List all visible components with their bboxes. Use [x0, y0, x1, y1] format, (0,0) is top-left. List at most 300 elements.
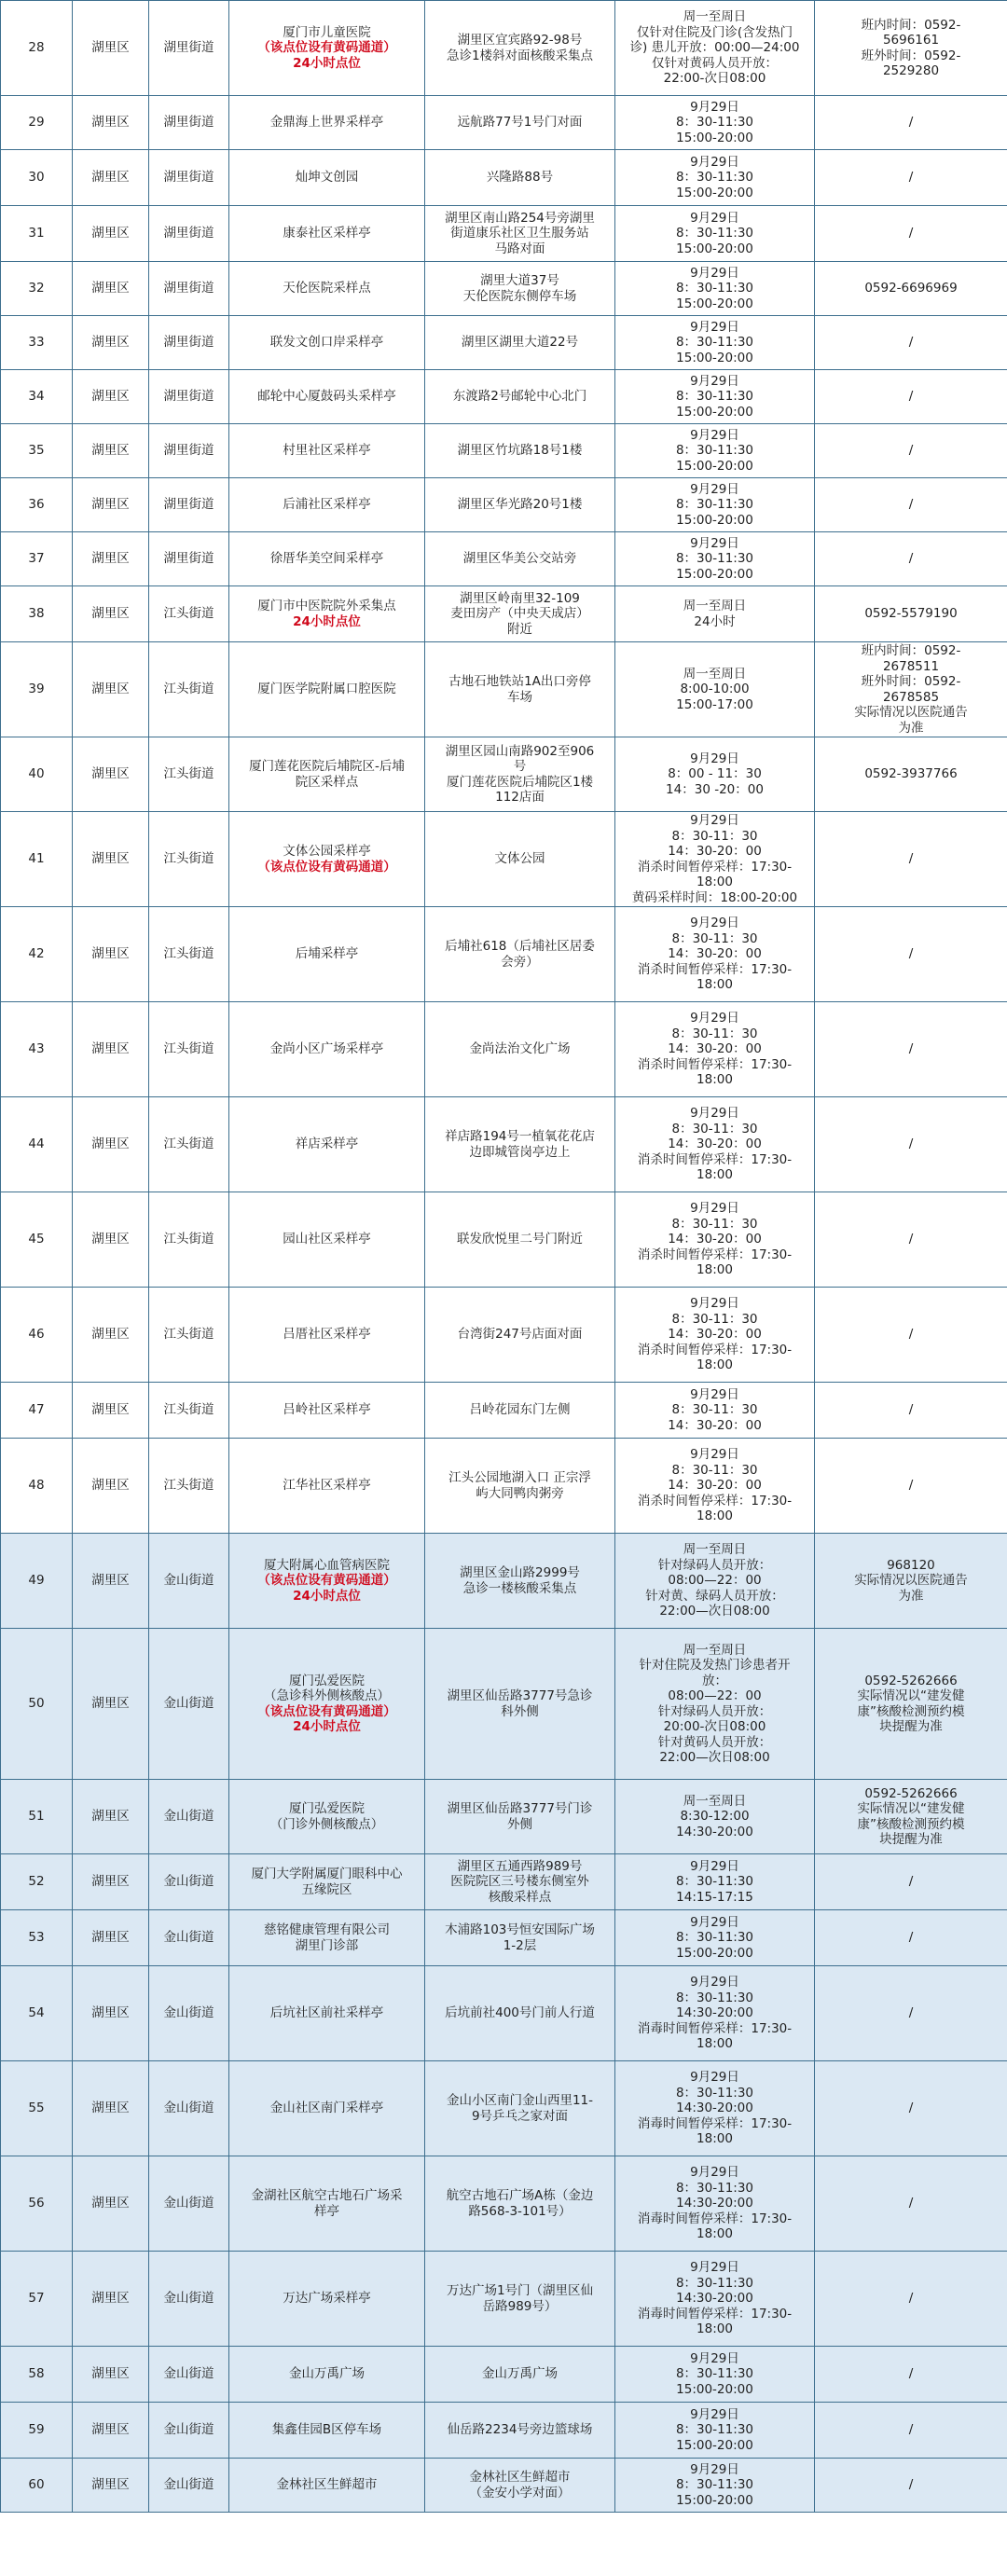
- site-name-line: 厦门市中医院院外采集点: [257, 599, 396, 613]
- street-cell: 湖里街道: [149, 150, 229, 206]
- row-number: 60: [1, 2459, 73, 2513]
- contact-cell: [815, 96, 1007, 150]
- contact-line: 班外时间：0592-: [861, 674, 961, 689]
- district-cell: 湖里区: [73, 2459, 149, 2513]
- table-row: [1, 532, 1007, 586]
- hours-cell: [615, 642, 815, 737]
- table-row: [1, 1, 1007, 96]
- site-name-line: 院区采样点: [295, 774, 359, 790]
- site-name-line: 联发文创口岸采样亭: [269, 335, 384, 351]
- table-row: [1, 424, 1007, 478]
- address-line: 厦门莲花医院后埔院区1楼: [446, 774, 594, 790]
- hours-line: 仅针对住院及门诊(含发热门: [636, 24, 793, 40]
- row-number: 44: [1, 1097, 73, 1192]
- contact-line: 2529280: [882, 63, 940, 78]
- hours-line: 9月29日: [690, 2350, 739, 2366]
- site-name-cell: [229, 642, 425, 737]
- row-number: 53: [1, 1910, 73, 1966]
- address-cell: [425, 262, 615, 316]
- contact-line: 0592-6696969: [864, 281, 958, 296]
- table-row: [1, 1854, 1007, 1910]
- district-cell: 湖里区: [73, 1854, 149, 1910]
- district-cell: 湖里区: [73, 2156, 149, 2252]
- street-cell: 金山街道: [149, 1629, 229, 1780]
- contact-line: /: [908, 2196, 914, 2211]
- district-cell: 湖里区: [73, 1439, 149, 1534]
- row-number: 35: [1, 424, 73, 478]
- hours-line: 18:00: [697, 2036, 733, 2052]
- hours-line: 15:00-20:00: [676, 241, 753, 256]
- contact-line: 2678511: [882, 658, 940, 674]
- row-number: 57: [1, 2252, 73, 2347]
- hours-line: 8：30-11:30: [675, 1874, 754, 1890]
- site-name-cell: [229, 1966, 425, 2061]
- address-cell: [425, 642, 615, 737]
- hours-line: 8：30-11:30: [675, 443, 754, 459]
- address-cell: [425, 1002, 615, 1097]
- row-number: 45: [1, 1192, 73, 1288]
- address-line: 9号乒乓之家对面: [471, 2108, 569, 2124]
- table-body: [1, 1, 1007, 2513]
- hours-line: 14：30-20：00: [668, 1232, 762, 1247]
- table-row: [1, 1097, 1007, 1192]
- address-line: 金山小区南门金山西里11-: [446, 2093, 594, 2108]
- hours-cell: [615, 1097, 815, 1192]
- table-row: [1, 316, 1007, 370]
- row-number: 56: [1, 2156, 73, 2252]
- site-name-line: 湖里门诊部: [295, 1937, 359, 1953]
- address-line: 湖里大道37号: [480, 273, 559, 288]
- hours-line: 9月29日: [690, 2406, 739, 2422]
- contact-line: 康”核酸检测预约模: [857, 1703, 965, 1719]
- site-name-cell: [229, 1629, 425, 1780]
- table-row: [1, 1966, 1007, 2061]
- address-cell: [425, 1910, 615, 1966]
- hours-line: 黄码采样时间：18:00-20:00: [631, 889, 798, 905]
- hours-line: 15:00-20:00: [676, 404, 753, 420]
- address-cell: [425, 1854, 615, 1910]
- contact-line: /: [908, 2101, 914, 2116]
- hours-line: 14：30 -20：00: [666, 781, 764, 797]
- street-cell: 金山街道: [149, 2403, 229, 2459]
- street-cell: 金山街道: [149, 1910, 229, 1966]
- district-cell: 湖里区: [73, 1966, 149, 2061]
- contact-line: /: [908, 2366, 914, 2382]
- contact-cell: [815, 1097, 1007, 1192]
- site-name-cell: [229, 2459, 425, 2513]
- hours-line: 8：30-11:30: [675, 551, 754, 567]
- hours-line: 8：30-11:30: [675, 281, 754, 296]
- site-name-cell: [229, 262, 425, 316]
- row-number: 31: [1, 206, 73, 262]
- contact-cell: [815, 2252, 1007, 2347]
- contact-line: /: [908, 2422, 914, 2438]
- address-cell: [425, 812, 615, 907]
- address-line: 后坑前社400号门前人行道: [445, 2005, 595, 2021]
- site-name-cell: [229, 2347, 425, 2403]
- address-line: 湖里区园山南路902至906: [445, 743, 595, 759]
- address-cell: [425, 737, 615, 812]
- hours-line: 8：30-11：30: [671, 828, 758, 844]
- street-cell: 江头街道: [149, 907, 229, 1002]
- contact-cell: [815, 2061, 1007, 2156]
- hours-line: 9月29日: [690, 1296, 739, 1312]
- hours-line: 8：30-11:30: [675, 2477, 754, 2493]
- site-name-line: 厦门弘爱医院: [289, 1801, 365, 1816]
- address-line: 湖里区南山路254号旁湖里: [445, 210, 595, 226]
- hours-cell: [615, 812, 815, 907]
- address-line: 后埔社618（后埔社区居委: [445, 939, 595, 954]
- address-line: 古地石地铁站1A出口旁停: [448, 674, 591, 689]
- address-line: 文体公园: [494, 851, 545, 867]
- hours-line: 9月29日: [690, 2165, 739, 2181]
- contact-line: /: [908, 226, 914, 241]
- hours-line: 15:00-20:00: [676, 512, 753, 528]
- address-cell: [425, 1288, 615, 1383]
- hours-line: 针对绿码人员开放：: [657, 1703, 772, 1719]
- district-cell: 湖里区: [73, 1629, 149, 1780]
- street-cell: 江头街道: [149, 1288, 229, 1383]
- site-name-line: 集鑫佳园B区停车场: [271, 2422, 382, 2438]
- street-cell: 江头街道: [149, 1192, 229, 1288]
- street-cell: 金山街道: [149, 1534, 229, 1629]
- hours-line: 24小时: [694, 613, 736, 629]
- contact-line: 0592-3937766: [864, 766, 958, 782]
- street-cell: 江头街道: [149, 642, 229, 737]
- address-line: 仙岳路2234号旁边篮球场: [447, 2422, 593, 2438]
- contact-cell: [815, 2459, 1007, 2513]
- site-name-cell: [229, 532, 425, 586]
- hours-cell: [615, 96, 815, 150]
- street-cell: 江头街道: [149, 586, 229, 642]
- hours-line: 针对黄码人员开放：: [657, 1734, 772, 1750]
- contact-cell: [815, 316, 1007, 370]
- contact-cell: [815, 1383, 1007, 1439]
- hours-cell: [615, 1910, 815, 1966]
- contact-line: 为准: [898, 1588, 924, 1604]
- hours-line: 9月29日: [690, 916, 739, 931]
- address-line: 岳路989号）: [482, 2298, 558, 2314]
- hours-line: 周一至周日: [683, 9, 747, 25]
- site-name-line: 园山社区采样亭: [283, 1232, 371, 1247]
- table-row: [1, 2156, 1007, 2252]
- hours-line: 20:00-次日08:00: [663, 1719, 766, 1734]
- hours-line: 周一至周日: [683, 1793, 747, 1809]
- hours-line: 14：30-20：00: [668, 844, 762, 859]
- district-cell: 湖里区: [73, 2061, 149, 2156]
- street-cell: 江头街道: [149, 1097, 229, 1192]
- contact-line: 块提醒为准: [879, 1832, 943, 1847]
- row-number: 48: [1, 1439, 73, 1534]
- contact-cell: [815, 1192, 1007, 1288]
- hours-line: 8：30-11:30: [675, 2180, 754, 2196]
- hours-line: 9月29日: [690, 1858, 739, 1874]
- address-line: 远航路77号1号门对面: [457, 115, 583, 131]
- contact-cell: [815, 1002, 1007, 1097]
- address-cell: [425, 2403, 615, 2459]
- table-row: [1, 1383, 1007, 1439]
- street-cell: 江头街道: [149, 1002, 229, 1097]
- hours-line: 周一至周日: [683, 1642, 747, 1658]
- address-line: （金安小学对面）: [469, 2485, 571, 2500]
- site-name-line: 吕厝社区采样亭: [283, 1327, 371, 1343]
- street-cell: 湖里街道: [149, 424, 229, 478]
- address-line: 街道康乐社区卫生服务站: [450, 226, 589, 241]
- contact-cell: [815, 907, 1007, 1002]
- row-number: 52: [1, 1854, 73, 1910]
- street-cell: 湖里街道: [149, 532, 229, 586]
- site-name-line: 慈铭健康管理有限公司: [264, 1922, 390, 1937]
- table-row: [1, 642, 1007, 737]
- row-number: 39: [1, 642, 73, 737]
- contact-cell: [815, 1629, 1007, 1780]
- street-cell: 湖里街道: [149, 96, 229, 150]
- address-line: 湖里区金山路2999号: [460, 1565, 580, 1580]
- hours-line: 8：00 - 11：30: [668, 766, 762, 782]
- contact-line: 为准: [898, 720, 924, 736]
- highlight-note: （该点位设有黄码通道）: [257, 1573, 396, 1589]
- address-line: 屿大同鸭肉粥旁: [476, 1485, 564, 1501]
- hours-line: 8：30-11：30: [671, 1216, 758, 1232]
- contact-line: 实际情况以“建发健: [857, 1801, 965, 1816]
- table-row: [1, 1288, 1007, 1383]
- site-name-line: 灿坤文创园: [295, 170, 359, 186]
- highlight-note: （该点位设有黄码通道）: [257, 1703, 396, 1719]
- contact-cell: [815, 812, 1007, 907]
- site-name-line: 金湖社区航空古地石广场采: [251, 2188, 403, 2203]
- address-cell: [425, 1629, 615, 1780]
- contact-cell: [815, 370, 1007, 424]
- district-cell: 湖里区: [73, 2347, 149, 2403]
- contact-line: /: [908, 1041, 914, 1057]
- highlight-note: 24小时点位: [293, 613, 361, 629]
- hours-line: 9月29日: [690, 813, 739, 828]
- hours-line: 18:00: [697, 977, 733, 993]
- contact-line: 班内时间：0592-: [861, 17, 961, 33]
- row-number: 30: [1, 150, 73, 206]
- address-line: 湖里区湖里大道22号: [461, 335, 579, 351]
- address-line: 边即城管岗亭边上: [469, 1144, 571, 1160]
- address-line: 湖里区仙岳路3777号门诊: [447, 1801, 593, 1816]
- district-cell: 湖里区: [73, 1288, 149, 1383]
- hours-line: 8：30-11:30: [675, 170, 754, 186]
- address-line: 会旁）: [501, 954, 539, 970]
- street-cell: 金山街道: [149, 2156, 229, 2252]
- district-cell: 湖里区: [73, 150, 149, 206]
- address-cell: [425, 2252, 615, 2347]
- hours-line: 18:00: [697, 875, 733, 889]
- address-cell: [425, 1097, 615, 1192]
- district-cell: 湖里区: [73, 907, 149, 1002]
- highlight-note: 24小时点位: [293, 1719, 361, 1734]
- table-row: [1, 2347, 1007, 2403]
- table-row: [1, 1629, 1007, 1780]
- hours-line: 消杀时间暂停采样：17:30-: [637, 1342, 793, 1357]
- site-name-cell: [229, 1097, 425, 1192]
- address-line: 外侧: [507, 1816, 532, 1832]
- site-name-line: 江华社区采样亭: [283, 1478, 371, 1494]
- hours-line: 22:00-次日08:00: [663, 71, 766, 87]
- hours-line: 15:00-20:00: [676, 296, 753, 311]
- contact-cell: [815, 150, 1007, 206]
- address-line: 兴隆路88号: [486, 170, 554, 186]
- hours-line: 08:00—22：00: [668, 1573, 762, 1589]
- district-cell: 湖里区: [73, 1910, 149, 1966]
- contact-line: 班内时间：0592-: [861, 643, 961, 658]
- contact-cell: [815, 262, 1007, 316]
- contact-cell: [815, 2347, 1007, 2403]
- hours-cell: [615, 424, 815, 478]
- site-name-line: 后埔采样亭: [295, 946, 359, 962]
- hours-line: 8：30-11:30: [675, 2085, 754, 2101]
- site-name-cell: [229, 96, 425, 150]
- contact-line: /: [908, 1930, 914, 1946]
- hours-line: 15:00-17:00: [676, 696, 753, 712]
- address-line: 路568-3-101号）: [468, 2203, 572, 2219]
- address-cell: [425, 586, 615, 642]
- hours-cell: [615, 2347, 815, 2403]
- street-cell: 湖里街道: [149, 206, 229, 262]
- hours-cell: [615, 150, 815, 206]
- hours-line: 8：30-11:30: [675, 497, 754, 513]
- address-cell: [425, 96, 615, 150]
- table-row: [1, 96, 1007, 150]
- hours-line: 15:00-20:00: [676, 2492, 753, 2508]
- site-name-cell: [229, 370, 425, 424]
- row-number: 51: [1, 1780, 73, 1854]
- address-cell: [425, 2061, 615, 2156]
- hours-line: 消毒时间暂停采样：17:30-: [637, 2211, 793, 2226]
- district-cell: 湖里区: [73, 1097, 149, 1192]
- address-line: 万达广场1号门（湖里区仙: [446, 2283, 594, 2298]
- hours-cell: [615, 2459, 815, 2513]
- hours-line: 放：: [702, 1673, 727, 1688]
- hours-line: 9月29日: [690, 373, 739, 389]
- site-name-cell: [229, 1534, 425, 1629]
- street-cell: 金山街道: [149, 2252, 229, 2347]
- site-name-cell: [229, 1288, 425, 1383]
- hours-cell: [615, 1534, 815, 1629]
- hours-line: 消杀时间暂停采样：17:30-: [637, 1247, 793, 1262]
- table-row: [1, 1192, 1007, 1288]
- street-cell: 金山街道: [149, 2347, 229, 2403]
- hours-line: 周一至周日: [683, 666, 747, 682]
- district-cell: 湖里区: [73, 206, 149, 262]
- table-row: [1, 1910, 1007, 1966]
- hours-cell: [615, 532, 815, 586]
- site-name-line: 后坑社区前社采样亭: [269, 2005, 384, 2021]
- address-line: 祥店路194号一植氧花花店: [445, 1129, 595, 1144]
- hours-cell: [615, 1002, 815, 1097]
- hours-line: 8：30-11:30: [675, 335, 754, 351]
- site-name-cell: [229, 1910, 425, 1966]
- street-cell: 江头街道: [149, 1439, 229, 1534]
- row-number: 59: [1, 2403, 73, 2459]
- contact-line: /: [908, 1136, 914, 1152]
- row-number: 43: [1, 1002, 73, 1097]
- district-cell: 湖里区: [73, 1, 149, 96]
- row-number: 28: [1, 1, 73, 96]
- site-name-cell: [229, 2403, 425, 2459]
- hours-line: 18:00: [697, 1167, 733, 1183]
- address-cell: [425, 1, 615, 96]
- district-cell: 湖里区: [73, 1780, 149, 1854]
- site-name-cell: [229, 424, 425, 478]
- contact-cell: [815, 1910, 1007, 1966]
- row-number: 36: [1, 478, 73, 532]
- address-line: 金林社区生鲜超市: [469, 2470, 571, 2485]
- hours-line: 9月29日: [690, 210, 739, 226]
- hours-line: 8：30-11：30: [671, 1311, 758, 1327]
- contact-cell: [815, 2403, 1007, 2459]
- highlight-note: （该点位设有黄码通道）: [257, 859, 396, 875]
- site-name-cell: [229, 2061, 425, 2156]
- hours-line: 周一至周日: [683, 599, 747, 613]
- address-cell: [425, 2459, 615, 2513]
- hours-line: 14：30-20：00: [668, 1478, 762, 1494]
- address-line: 金尚法治文化广场: [469, 1041, 571, 1057]
- contact-cell: [815, 1780, 1007, 1854]
- contact-line: /: [908, 946, 914, 962]
- district-cell: 湖里区: [73, 370, 149, 424]
- table-row: [1, 2403, 1007, 2459]
- street-cell: 金山街道: [149, 1854, 229, 1910]
- hours-line: 18:00: [697, 2131, 733, 2147]
- hours-line: 15:00-20:00: [676, 1945, 753, 1961]
- table-row: [1, 2459, 1007, 2513]
- hours-cell: [615, 262, 815, 316]
- contact-line: /: [908, 1327, 914, 1343]
- district-cell: 湖里区: [73, 2252, 149, 2347]
- contact-line: /: [908, 1874, 914, 1890]
- site-name-line: 祥店采样亭: [295, 1136, 359, 1152]
- address-line: 湖里区仙岳路3777号急诊: [447, 1688, 593, 1703]
- hours-line: 9月29日: [690, 1011, 739, 1026]
- site-name-cell: [229, 1002, 425, 1097]
- hours-line: 14：30-20：00: [668, 1041, 762, 1057]
- hours-line: 8：30-11:30: [675, 1990, 754, 2005]
- site-name-line: 金尚小区广场采样亭: [269, 1041, 384, 1057]
- row-number: 37: [1, 532, 73, 586]
- row-number: 32: [1, 262, 73, 316]
- district-cell: 湖里区: [73, 424, 149, 478]
- address-line: 附近: [507, 621, 532, 637]
- site-name-line: 厦门市儿童医院: [283, 24, 371, 40]
- hours-line: 9月29日: [690, 2461, 739, 2477]
- contact-line: 块提醒为准: [879, 1719, 943, 1734]
- site-name-line: 金鼎海上世界采样亭: [269, 115, 384, 131]
- hours-line: 8：30-11:30: [675, 2422, 754, 2438]
- contact-line: /: [908, 170, 914, 186]
- hours-line: 针对绿码人员开放：: [657, 1557, 772, 1573]
- site-name-line: 吕岭社区采样亭: [283, 1402, 371, 1418]
- contact-cell: [815, 1288, 1007, 1383]
- contact-line: 2678585: [882, 689, 940, 705]
- table-row: [1, 586, 1007, 642]
- site-name-line: 后浦社区采样亭: [283, 497, 371, 513]
- hours-line: 18:00: [697, 1262, 733, 1278]
- hours-cell: [615, 737, 815, 812]
- contact-line: /: [908, 389, 914, 405]
- row-number: 55: [1, 2061, 73, 2156]
- address-cell: [425, 424, 615, 478]
- contact-cell: [815, 1854, 1007, 1910]
- hours-line: 9月29日: [690, 1447, 739, 1463]
- hours-line: 8：30-11:30: [675, 389, 754, 405]
- row-number: 41: [1, 812, 73, 907]
- hours-line: 15:00-20:00: [676, 130, 753, 145]
- contact-line: 0592-5262666: [864, 1785, 958, 1801]
